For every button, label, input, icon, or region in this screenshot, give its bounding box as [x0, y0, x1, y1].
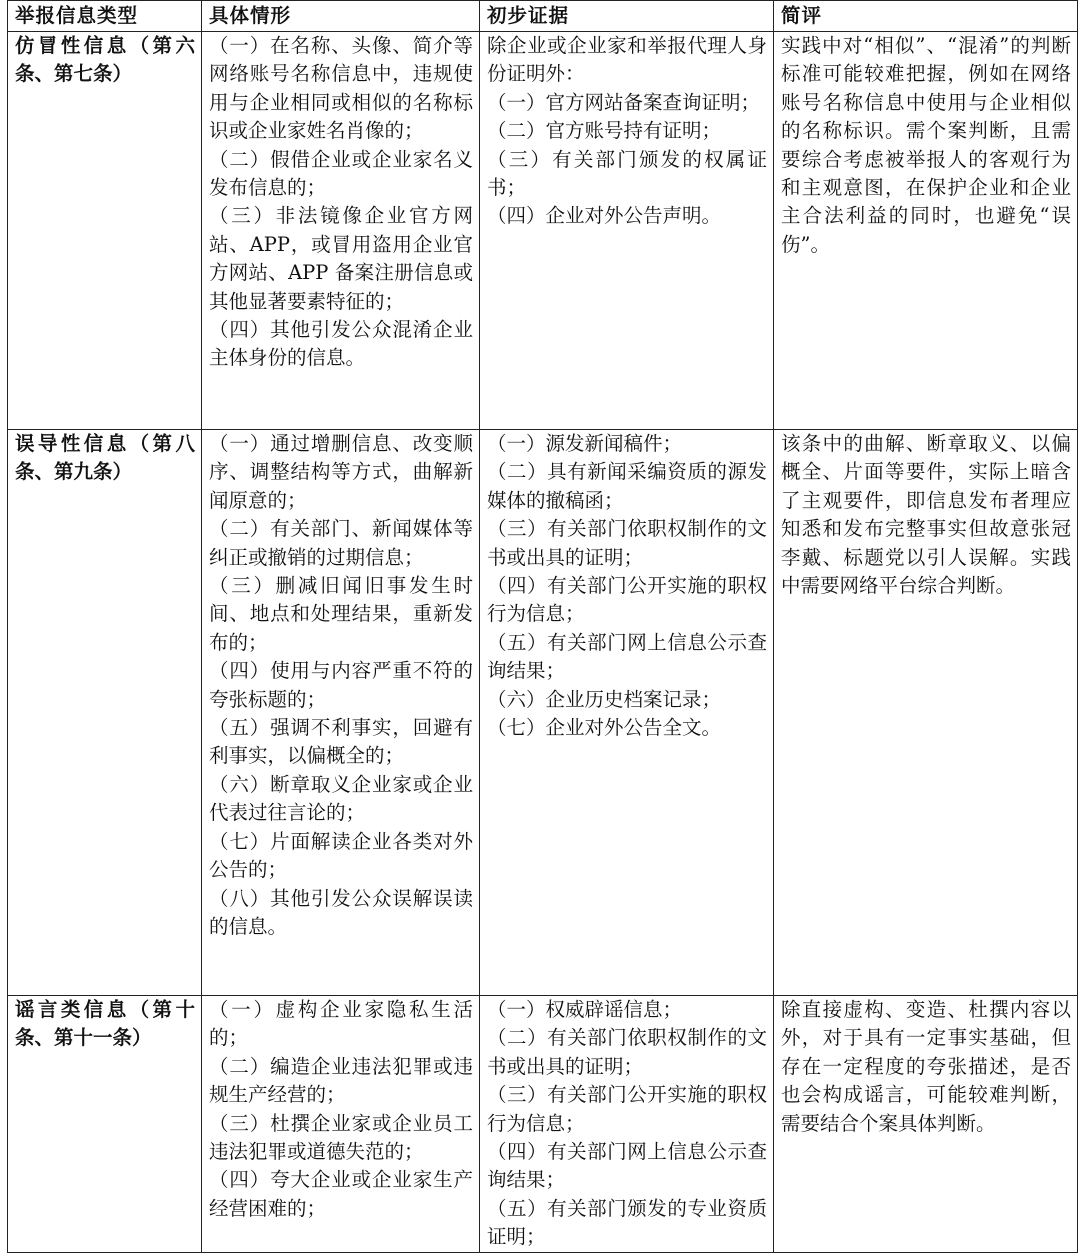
- header-report-type: 举报信息类型: [8, 1, 202, 32]
- evidence-item: （七）企业对外公告全文。: [487, 716, 722, 740]
- table-row-counterfeit: [8, 32, 1078, 430]
- situations-cell: [202, 430, 480, 996]
- situation-item: （四）其他引发公众混淆企业主体身份的信息。: [209, 318, 473, 370]
- comment-cell: 除直接虚构、变造、杜撰内容以外，对于具有一定事实基础，但存在一定程度的夸张描述，是否也会构成谣言，可能较难判断，需要结合个案具体判断。: [774, 996, 1078, 1253]
- situation-item: （三）删减旧闻旧事发生时间、地点和处理结果，重新发布的；: [209, 574, 473, 654]
- evidence-cell: [480, 430, 774, 996]
- evidence-item: （一）源发新闻稿件；: [487, 432, 683, 455]
- header-comment: 简评: [774, 1, 1078, 32]
- situation-item: （一）虚构企业家隐私生活的；: [209, 998, 473, 1050]
- evidence-item: （三）有关部门公开实施的职权行为信息；: [487, 1083, 767, 1135]
- evidence-item: （四）有关部门公开实施的职权行为信息；: [487, 574, 767, 626]
- situation-item: （一）在名称、头像、简介等网络账号名称信息中，违规使用与企业相同或相似的名称标识或企业家姓名肖像的；: [209, 34, 473, 143]
- evidence-item: （三）有关部门颁发的权属证书；: [487, 147, 767, 200]
- evidence-item: （四）有关部门网上信息公示查询结果；: [487, 1140, 767, 1192]
- evidence-item: （三）有关部门依职权制作的文书或出具的证明；: [487, 517, 767, 569]
- header-situations: 具体情形: [202, 1, 480, 32]
- evidence-cell: [480, 32, 774, 430]
- table-row-rumor: [8, 996, 1078, 1253]
- situation-item: （五）强调不利事实，回避有利事实，以偏概全的；: [209, 716, 473, 768]
- situations-cell: [202, 996, 480, 1253]
- situation-item: （六）断章取义企业家或企业代表过往言论的；: [209, 772, 473, 825]
- situation-item: （二）假借企业或企业家名义发布信息的；: [209, 147, 473, 200]
- situation-item: （八）其他引发公众误解误读的信息。: [209, 886, 473, 938]
- comment-cell: 该条中的曲解、断章取义、以偏概全、片面等要件，实际上暗含了主观要件，即信息发布者理应知悉和发布完整事实但故意张冠李戴、标题党以引人误解。实践中需要网络平台综合判断。: [774, 430, 1078, 996]
- report-info-table: [7, 0, 1078, 1253]
- row-type: 误导性信息（第八条、第九条）: [8, 430, 202, 996]
- table-header-row: [8, 1, 1078, 32]
- evidence-item: （六）企业历史档案记录；: [487, 687, 722, 711]
- evidence-item: （二）具有新闻采编资质的源发媒体的撤稿函；: [487, 460, 767, 512]
- evidence-item: （四）企业对外公告声明。: [487, 204, 722, 228]
- situation-item: （二）编造企业违法犯罪或违规生产经营的；: [209, 1054, 473, 1107]
- table-row-misleading: [8, 430, 1078, 996]
- situation-item: （四）使用与内容严重不符的夸张标题的；: [209, 659, 473, 711]
- evidence-item: （一）官方网站备案查询证明；: [487, 90, 761, 114]
- situation-item: （七）片面解读企业各类对外公告的；: [209, 829, 473, 882]
- header-evidence: 初步证据: [480, 1, 774, 32]
- evidence-item: （二）官方账号持有证明；: [487, 119, 722, 143]
- evidence-item: （二）有关部门依职权制作的文书或出具的证明；: [487, 1026, 767, 1078]
- evidence-item: 除企业或企业家和举报代理人身份证明外：: [487, 34, 767, 86]
- situation-item: （二）有关部门、新闻媒体等纠正或撤销的过期信息；: [209, 517, 473, 569]
- row-type: 仿冒性信息（第六条、第七条）: [8, 32, 202, 430]
- evidence-item: （一）权威辟谣信息；: [487, 998, 683, 1021]
- row-type: 谣言类信息（第十条、第十一条）: [8, 996, 202, 1253]
- situation-item: （三）非法镜像企业官方网站、APP，或冒用盗用企业官方网站、APP 备案注册信息或其他显著要素特征的；: [209, 204, 473, 313]
- situation-item: （三）杜撰企业家或企业员工违法犯罪或道德失范的；: [209, 1111, 473, 1164]
- comment-cell: 实践中对“相似”、“混淆”的判断标准可能较难把握，例如在网络账号名称信息中使用与企业相似的名称标识。需个案判断，且需要综合考虑被举报人的客观行为和主观意图，在保护企业和企业主合法利益的同时，也避免“误伤”。: [774, 32, 1078, 430]
- evidence-cell: [480, 996, 774, 1253]
- situation-item: （四）夸大企业或企业家生产经营困难的；: [209, 1168, 473, 1220]
- situation-item: （一）通过增删信息、改变顺序、调整结构等方式，曲解新闻原意的；: [209, 432, 473, 512]
- evidence-item: （五）有关部门颁发的专业资质证明；: [487, 1196, 767, 1249]
- situations-cell: [202, 32, 480, 430]
- evidence-item: （五）有关部门网上信息公示查询结果；: [487, 630, 767, 683]
